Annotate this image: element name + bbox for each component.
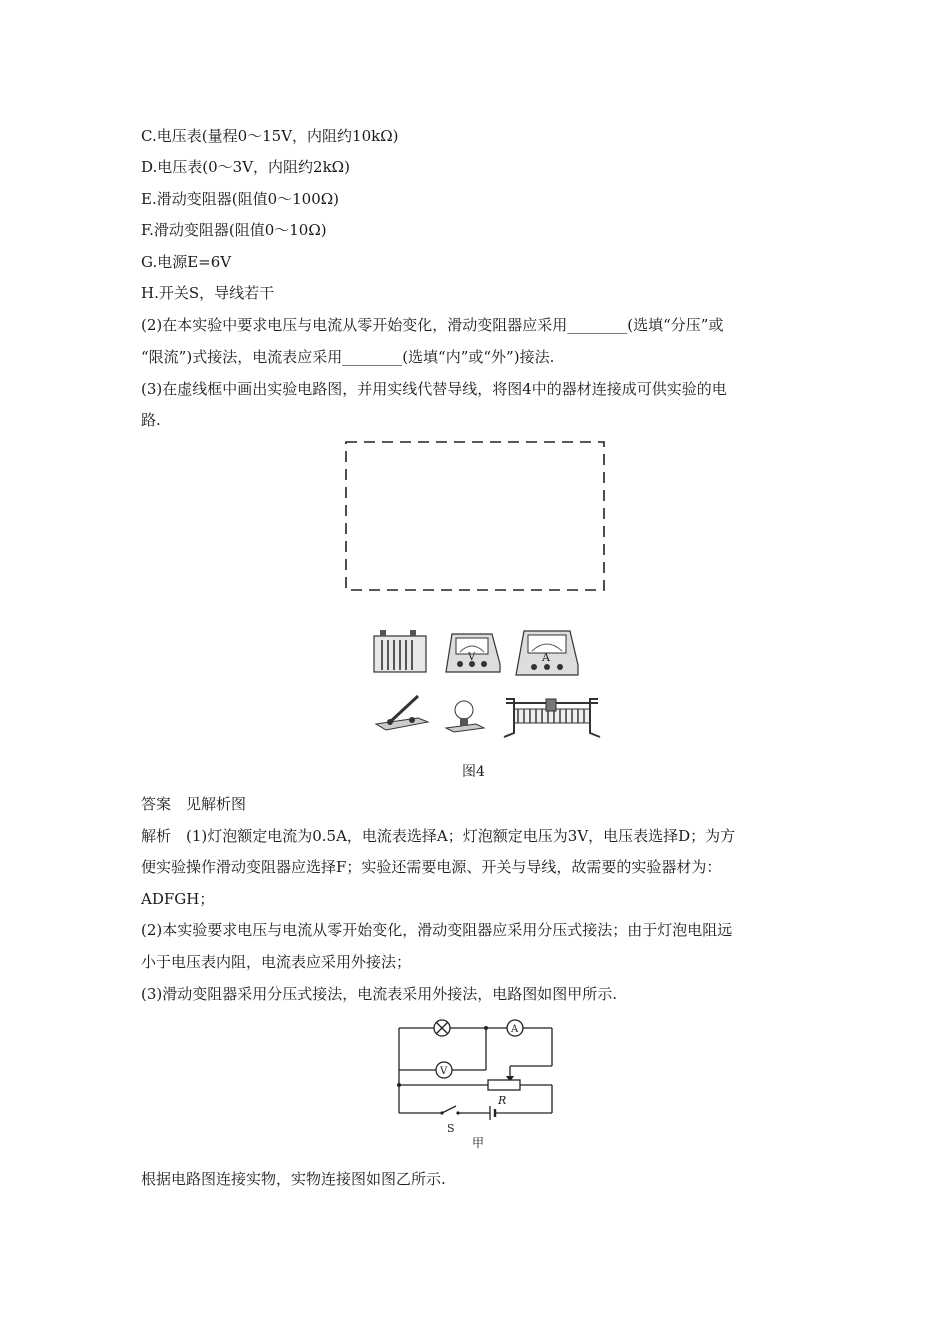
text-line-f: F.滑动变阻器(阻值0～10Ω) — [141, 221, 327, 239]
text-line-e: E.滑动变阻器(阻值0～100Ω) — [141, 190, 340, 208]
battery-icon — [370, 628, 440, 678]
voltmeter-icon — [440, 628, 510, 678]
analysis-line-3: ADFGH； — [141, 890, 215, 908]
circuit-caption: 甲 — [472, 1136, 485, 1150]
dashed-answer-box — [341, 438, 611, 598]
analysis-line-4: (2)本实验要求电压与电流从零开始变化，滑动变阻器应采用分压式接法；由于灯泡电阻远 — [141, 921, 733, 939]
text-line-h: H.开关S，导线若干 — [141, 284, 275, 302]
rheostat-icon — [500, 695, 605, 740]
analysis-line-5: 小于电压表内阻，电流表应采用外接法； — [141, 953, 412, 971]
ammeter-symbol: A — [542, 651, 550, 664]
analysis-line-1: 解析 (1)灯泡额定电流为0.5A，电流表选择A；灯泡额定电压为3V，电压表选择D；为方 — [141, 827, 736, 845]
text-line-c: C.电压表(量程0～15V，内阻约10kΩ) — [141, 127, 399, 145]
voltmeter-symbol: V — [468, 652, 476, 663]
question-3-line-1: (3)在虚线框中画出实验电路图，并用实线代替导线，将图4中的器材连接成可供实验的电 — [141, 380, 727, 398]
text-line-g: G.电源E=6V — [141, 253, 232, 271]
text-line-d: D.电压表(0～3V，内阻约2kΩ) — [141, 158, 350, 176]
question-3-line-2: 路. — [141, 411, 161, 429]
rheostat-label: R — [498, 1094, 507, 1107]
circuit-ammeter-label: A — [511, 1024, 519, 1035]
switch-label: S — [447, 1122, 455, 1135]
rheostat-symbol — [488, 1080, 520, 1090]
figure-4-caption: 图4 — [462, 764, 485, 780]
question-2-line-2: “限流”)式接法，电流表应采用________(选填“内”或“外”)接法. — [141, 348, 555, 366]
bulb-icon — [444, 694, 489, 739]
circuit-diagram — [394, 1018, 564, 1153]
final-line: 根据电路图连接实物，实物连接图如图乙所示. — [141, 1170, 446, 1188]
analysis-line-6: (3)滑动变阻器采用分压式接法，电流表采用外接法，电路图如图甲所示. — [141, 985, 618, 1003]
switch-icon — [374, 690, 434, 735]
answer-line: 答案 见解析图 — [141, 795, 247, 813]
circuit-voltmeter-label: V — [440, 1066, 448, 1077]
analysis-line-2: 便实验操作滑动变阻器应选择F；实验还需要电源、开关与导线，故需要的实验器材为： — [141, 858, 722, 876]
question-2-line-1: (2)在本实验中要求电压与电流从零开始变化，滑动变阻器应采用________(选填“分压”或 — [141, 316, 724, 334]
ammeter-icon — [512, 625, 587, 680]
